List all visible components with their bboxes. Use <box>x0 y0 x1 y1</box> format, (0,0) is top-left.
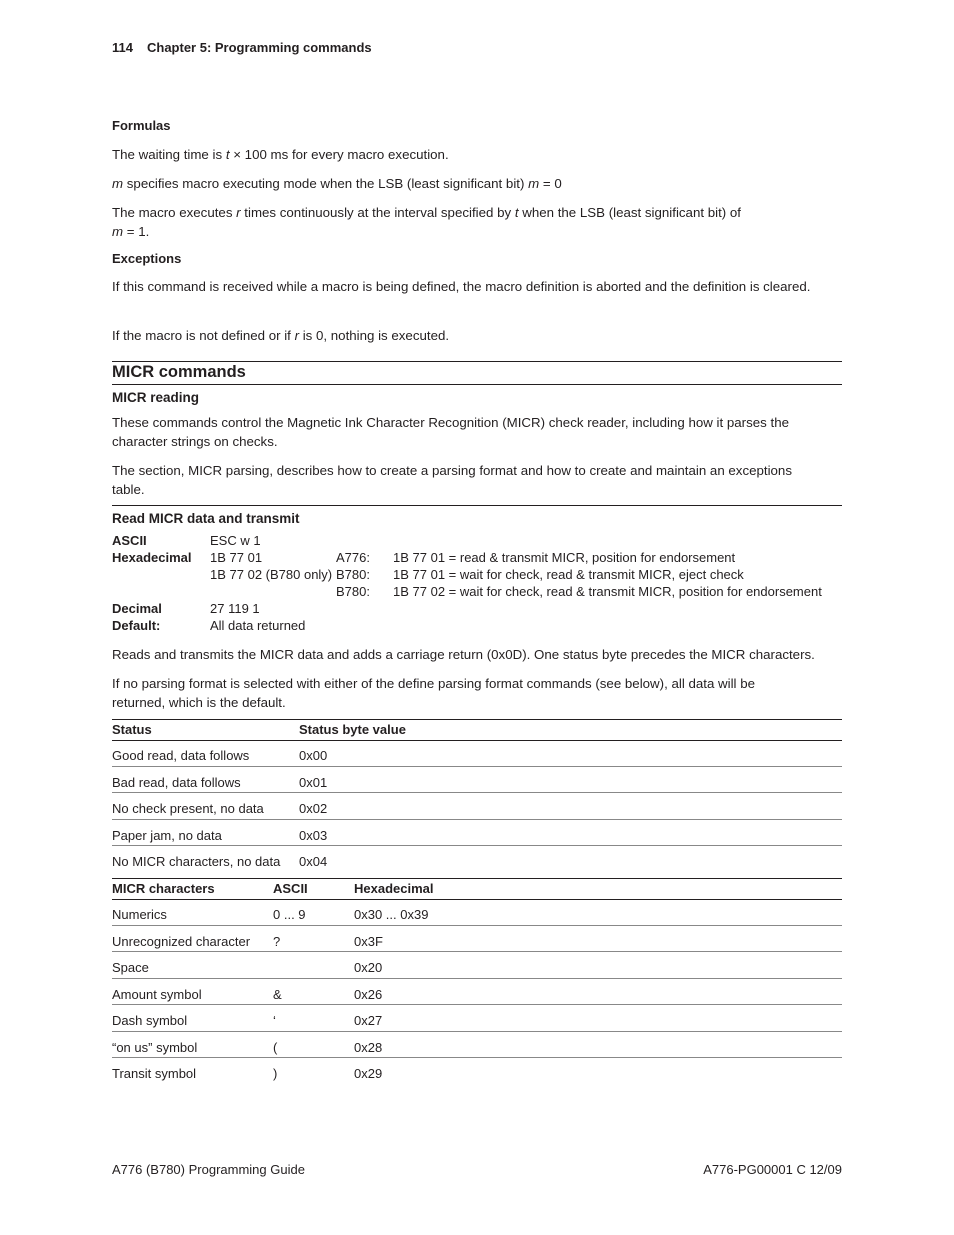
row-divider <box>112 1004 842 1005</box>
micr-reading-heading: MICR reading <box>112 390 200 405</box>
micr-ascii-cell: ) <box>273 1066 278 1081</box>
section-rule-bottom <box>112 384 842 385</box>
ascii-value: ESC w 1 <box>210 533 261 548</box>
row-divider <box>112 951 842 952</box>
micr-hex-cell: 0x29 <box>354 1066 383 1081</box>
status-cell: Paper jam, no data <box>112 828 222 843</box>
model-label: A776: <box>336 550 370 565</box>
micr-char-cell: Dash symbol <box>112 1013 188 1028</box>
row-divider <box>112 819 842 820</box>
status-header-rule <box>112 740 842 741</box>
micr-char-cell: Space <box>112 960 149 975</box>
micr-header-rule <box>112 899 842 900</box>
row-divider <box>112 1057 842 1058</box>
micr-ascii-cell: ‘ <box>273 1013 276 1028</box>
command-description-1: Reads and transmits the MICR data and adds a carriage return (0x0D). One status byte precedes the MICR characters. <box>112 647 815 662</box>
footer-guide-title: A776 (B780) Programming Guide <box>112 1162 305 1177</box>
micr-ascii-cell: & <box>273 987 282 1002</box>
model-description: 1B 77 01 = read & transmit MICR, position for endorsement <box>393 550 736 565</box>
status-header: Status <box>112 722 152 737</box>
decimal-value: 27 119 1 <box>210 601 260 616</box>
exceptions-paragraph-1: If this command is received while a macro is being defined, the macro definition is aborted and the definition is cleared. <box>112 279 811 294</box>
micr-hex-cell: 0x27 <box>354 1013 383 1028</box>
command-description-2: If no parsing format is selected with either of the define parsing format commands (see below), all data will be returned, which is the default. <box>112 676 755 710</box>
decimal-label: Decimal <box>112 601 162 616</box>
micr-char-cell: Amount symbol <box>112 987 202 1002</box>
status-value-cell: 0x04 <box>299 854 328 869</box>
row-divider <box>112 925 842 926</box>
micr-hex-cell: 0x20 <box>354 960 383 975</box>
micr-char-cell: Numerics <box>112 907 167 922</box>
row-divider <box>112 845 842 846</box>
default-label: Default: <box>112 618 161 633</box>
ascii-header: ASCII <box>273 881 308 896</box>
row-divider <box>112 766 842 767</box>
status-value-cell: 0x03 <box>299 828 328 843</box>
ascii-label: ASCII <box>112 533 147 548</box>
micr-ascii-cell: ? <box>273 934 281 949</box>
running-header <box>112 38 372 57</box>
micr-table-top-rule <box>112 878 842 879</box>
chapter-title: Chapter 5: Programming commands <box>146 40 372 55</box>
micr-hex-cell: 0x3F <box>354 934 383 949</box>
section-title: MICR commands <box>112 363 246 381</box>
status-value-cell: 0x00 <box>299 748 328 763</box>
row-divider <box>112 792 842 793</box>
default-value: All data returned <box>210 618 306 633</box>
status-cell: No check present, no data <box>112 801 264 816</box>
row-divider <box>112 1031 842 1032</box>
formulas-paragraph-1: The waiting time is t × 100 ms for every macro execution. <box>112 147 449 162</box>
formulas-paragraph-2: m specifies macro executing mode when the LSB (least significant bit) m = 0 <box>112 176 562 191</box>
command-rule <box>112 505 842 506</box>
footer-document-id: A776-PG00001 C 12/09 <box>703 1162 842 1177</box>
micr-char-cell: “on us” symbol <box>112 1040 198 1055</box>
micr-char-cell: Transit symbol <box>112 1066 197 1081</box>
status-cell: Bad read, data follows <box>112 775 241 790</box>
micr-paragraph-2: The section, MICR parsing, describes how to create a parsing format and how to create and maintain an exceptions table. <box>112 463 792 497</box>
status-cell: No MICR characters, no data <box>112 854 281 869</box>
page-number: 114 <box>112 40 133 55</box>
section-rule-top <box>112 361 842 362</box>
hex-value-2: 1B 77 02 (B780 only) <box>210 567 333 582</box>
micr-hex-cell: 0x26 <box>354 987 383 1002</box>
model-description: 1B 77 01 = wait for check, read & transmit MICR, eject check <box>393 567 744 582</box>
micr-characters-header: MICR characters <box>112 881 215 896</box>
status-value-cell: 0x01 <box>299 775 328 790</box>
status-byte-header: Status byte value <box>299 722 406 737</box>
row-divider <box>112 978 842 979</box>
exceptions-paragraph-2: If the macro is not defined or if r is 0, nothing is executed. <box>112 328 450 343</box>
model-label: B780: <box>336 567 370 582</box>
formulas-paragraph-3: The macro executes r times continuously at the interval specified by t when the LSB (least significant bit) of m = 1. <box>112 205 741 239</box>
micr-paragraph-1: These commands control the Magnetic Ink Character Recognition (MICR) check reader, including how it parses the character strings on checks. <box>112 415 789 449</box>
model-description: 1B 77 02 = wait for check, read & transmit MICR, position for endorsement <box>393 584 822 599</box>
command-title: Read MICR data and transmit <box>112 511 300 526</box>
exceptions-heading: Exceptions <box>112 251 182 266</box>
micr-char-cell: Unrecognized character <box>112 934 251 949</box>
formulas-heading: Formulas <box>112 118 171 133</box>
model-label: B780: <box>336 584 370 599</box>
hexadecimal-header: Hexadecimal <box>354 881 434 896</box>
micr-hex-cell: 0x28 <box>354 1040 383 1055</box>
status-value-cell: 0x02 <box>299 801 328 816</box>
hex-value-1: 1B 77 01 <box>210 550 263 565</box>
status-cell: Good read, data follows <box>112 748 250 763</box>
status-table-top-rule <box>112 719 842 720</box>
hex-label: Hexadecimal <box>112 550 192 565</box>
micr-hex-cell: 0x30 ... 0x39 <box>354 907 429 922</box>
micr-ascii-cell: 0 ... 9 <box>273 907 306 922</box>
micr-ascii-cell: ( <box>273 1040 278 1055</box>
